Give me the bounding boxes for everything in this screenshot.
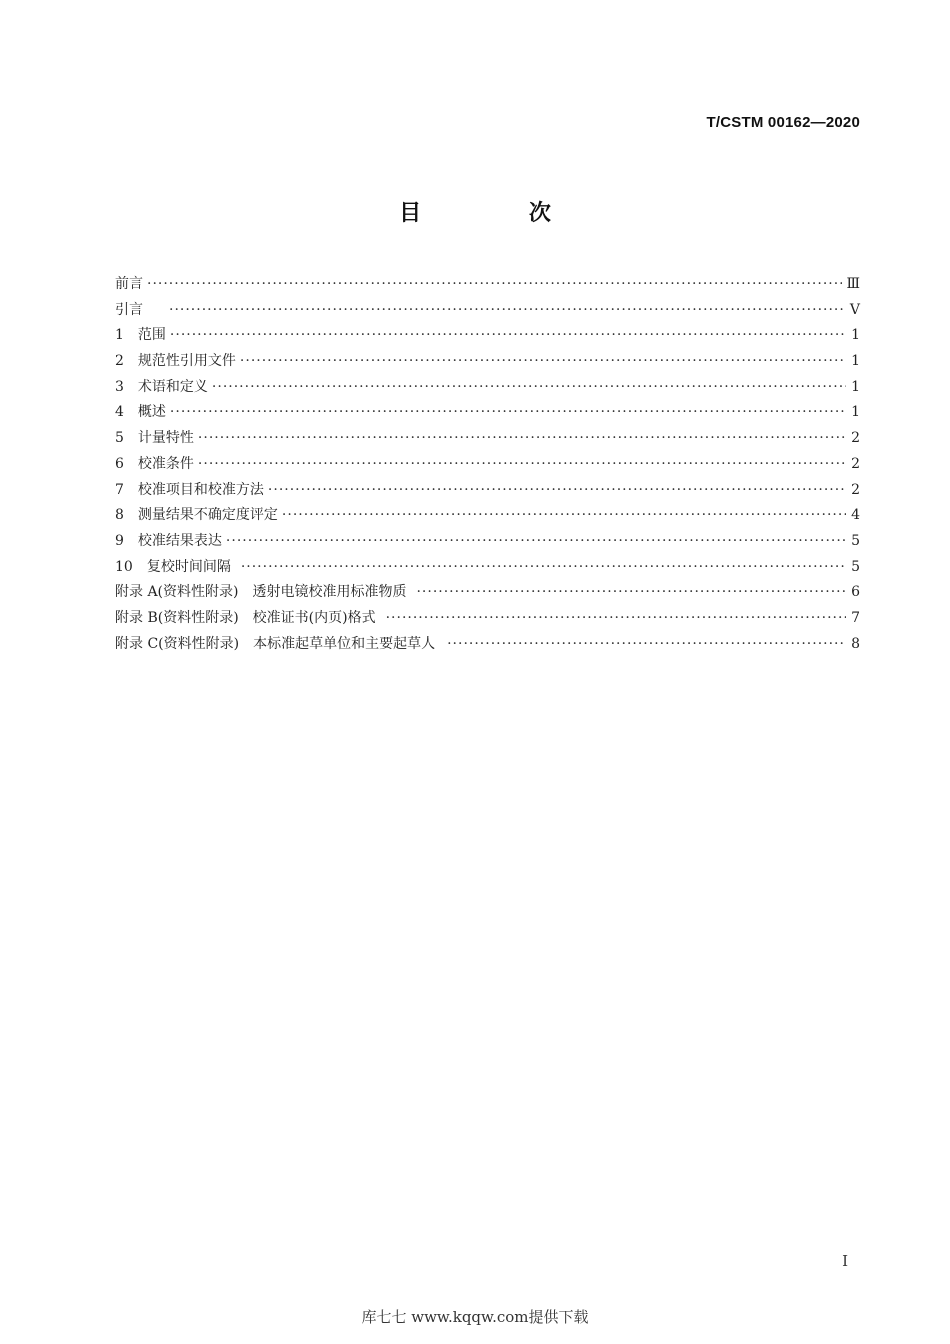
toc-entry-label: 计量特性 [137, 430, 194, 447]
download-footer: 库七七 www.kqqw.com提供下载 [361, 1308, 589, 1326]
toc-entry-page: 7 [851, 609, 860, 626]
toc-entry-label: 校准结果表达 [137, 532, 222, 549]
toc-entry-page: 4 [851, 507, 860, 524]
toc-entry-page: 2 [851, 455, 860, 472]
toc-entry-1[interactable] [115, 323, 860, 349]
toc-title: 目 次 [399, 201, 601, 226]
toc-entry-8[interactable] [115, 503, 860, 529]
toc-entry-page: 2 [851, 481, 860, 498]
toc-entry-4[interactable] [115, 400, 860, 426]
toc-entry-page: 1 [851, 378, 860, 395]
toc-entry-label: 范围 [137, 327, 166, 344]
toc-entry-number: 6 [115, 455, 124, 472]
toc-entry-number: 7 [115, 481, 124, 498]
doc-code: T/CSTM 00162—2020 [706, 114, 860, 131]
toc-entry-label: 测量结果不确定度评定 [137, 507, 278, 524]
toc-entry-label: 复校时间间隔 [146, 558, 231, 575]
toc-entry-number: 附录 B(资料性附录) [115, 609, 239, 626]
toc-leader-dots [169, 298, 846, 324]
toc-leader-dots [240, 349, 846, 375]
toc-entry-number: 1 [115, 327, 124, 344]
toc-leader-dots [170, 323, 846, 349]
toc-entry-number: 附录 C(资料性附录) [115, 635, 240, 652]
toc-entry-9[interactable] [115, 529, 860, 555]
toc-leader-dots [147, 272, 842, 298]
toc-entry-introduction[interactable] [115, 298, 860, 324]
toc-entry-label: 校准证书(内页)格式 [252, 609, 376, 626]
toc-entry-label: 透射电镜校准用标准物质 [252, 584, 407, 601]
toc-entry-2[interactable] [115, 349, 860, 375]
toc-entry-label: 校准项目和校准方法 [137, 481, 264, 498]
toc-list [115, 272, 860, 657]
toc-entry-number: 8 [115, 507, 124, 524]
toc-entry-appendix-c[interactable] [115, 632, 860, 658]
toc-leader-dots [198, 452, 846, 478]
toc-entry-page: 2 [851, 430, 860, 447]
toc-leader-dots [268, 478, 846, 504]
toc-entry-number: 3 [115, 378, 124, 395]
toc-leader-dots [226, 529, 846, 555]
toc-entry-page: 8 [851, 635, 860, 652]
toc-entry-page: Ⅴ [849, 301, 860, 318]
toc-entry-label: 规范性引用文件 [137, 353, 236, 370]
toc-entry-appendix-b[interactable] [115, 606, 860, 632]
toc-entry-number: 9 [115, 532, 124, 549]
toc-leader-dots [241, 555, 846, 581]
toc-entry-3[interactable] [115, 375, 860, 401]
toc-entry-appendix-a[interactable] [115, 580, 860, 606]
toc-entry-page: 6 [851, 584, 860, 601]
toc-leader-dots [416, 580, 846, 606]
toc-entry-10[interactable] [115, 555, 860, 581]
toc-entry-page: Ⅲ [846, 276, 860, 292]
toc-entry-page: 1 [851, 404, 860, 421]
toc-entry-label: 本标准起草单位和主要起草人 [253, 635, 436, 652]
toc-entry-number: 10 [115, 558, 133, 575]
toc-entry-number: 5 [115, 430, 124, 447]
toc-entry-6[interactable] [115, 452, 860, 478]
toc-entry-label: 术语和定义 [137, 378, 208, 395]
page-number: I [842, 1252, 848, 1270]
toc-entry-number: 4 [115, 404, 124, 421]
toc-entry-7[interactable] [115, 478, 860, 504]
toc-leader-dots [170, 400, 846, 426]
toc-leader-dots [282, 503, 846, 529]
toc-entry-foreword[interactable] [115, 272, 860, 298]
toc-entry-label: 前言 [115, 276, 143, 292]
toc-leader-dots [198, 426, 846, 452]
toc-entry-page: 5 [851, 558, 860, 575]
toc-entry-page: 5 [851, 532, 860, 549]
toc-entry-number: 2 [115, 353, 124, 370]
toc-leader-dots [212, 375, 846, 401]
toc-entry-label: 校准条件 [137, 455, 194, 472]
toc-entry-label: 引言 [115, 301, 143, 318]
toc-entry-page: 1 [851, 327, 860, 344]
toc-entry-5[interactable] [115, 426, 860, 452]
toc-entry-page: 1 [851, 353, 860, 370]
toc-entry-number: 附录 A(资料性附录) [115, 584, 239, 601]
toc-entry-label: 概述 [137, 404, 166, 421]
toc-leader-dots [386, 606, 846, 632]
toc-leader-dots [447, 632, 846, 658]
